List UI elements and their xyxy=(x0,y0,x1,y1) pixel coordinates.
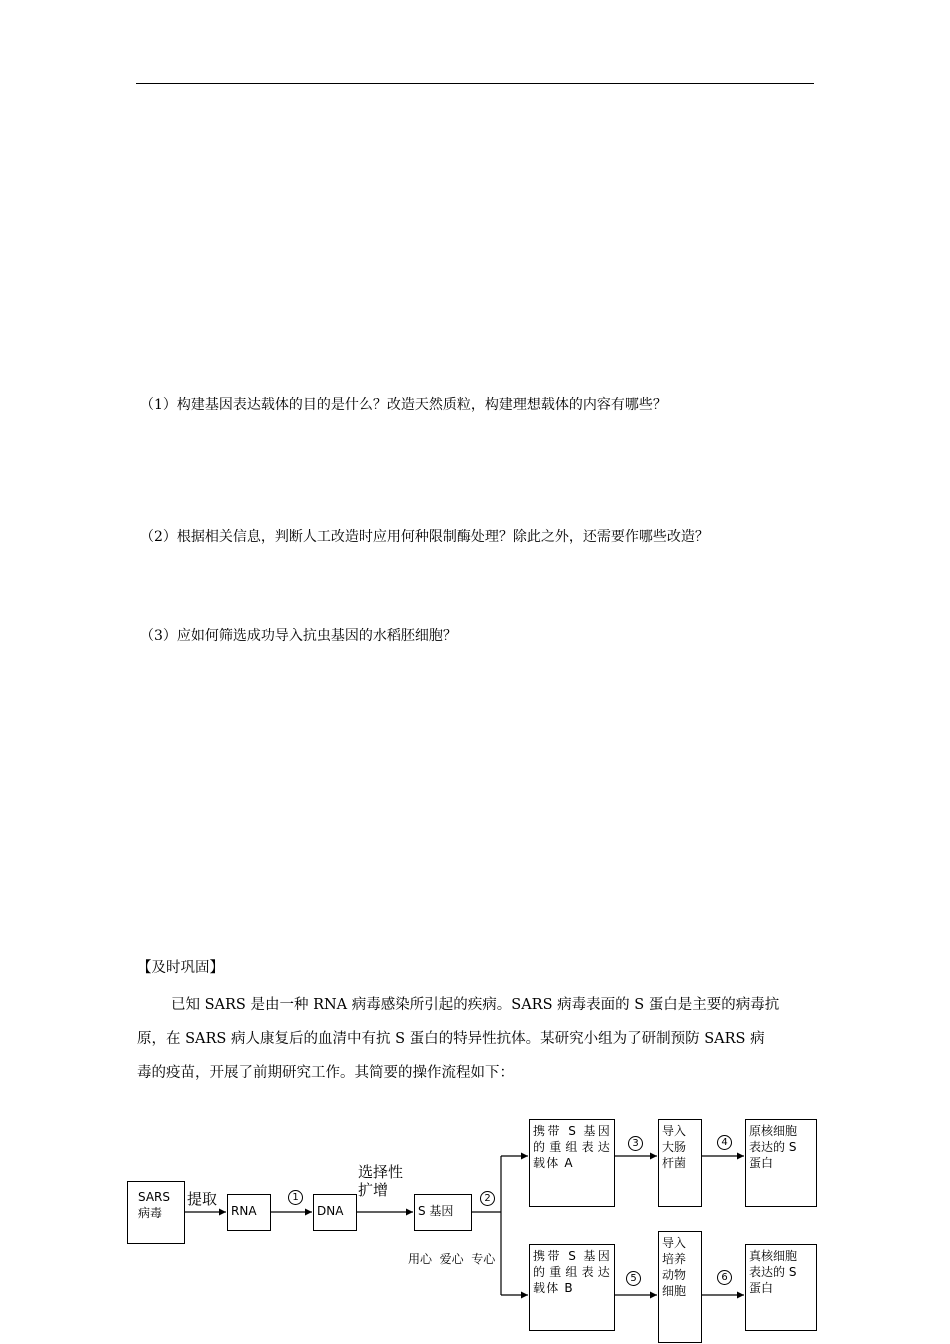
rna-box xyxy=(227,1194,271,1231)
animal-cell-label: 导入 培养 动物 细胞 xyxy=(662,1236,687,1298)
selective-amplify-label: 选择性 扩增 xyxy=(358,1163,404,1199)
extract-label: 提取 xyxy=(187,1190,218,1208)
sars-virus-label: SARS 病毒 xyxy=(138,1190,171,1220)
section-title: 【及时巩固】 xyxy=(137,960,224,976)
ecoli-box xyxy=(658,1119,702,1207)
question-2: （2）根据相关信息，判断人工改造时应用何种限制酶处理？除此之外，还需要作哪些改造？ xyxy=(140,529,709,545)
vector-a-label: 携带 S 基因的重组表达载体 A xyxy=(533,1124,611,1170)
dna-box xyxy=(313,1194,357,1231)
question-3: （3）应如何筛选成功导入抗虫基因的水稻胚细胞？ xyxy=(140,628,457,644)
paragraph-line-1: 已知 SARS 是由一种 RNA 病毒感染所引起的疾病。SARS 病毒表面的 S 蛋白是主要的病毒抗 xyxy=(171,997,780,1013)
sars-virus-box xyxy=(127,1181,185,1244)
footer-watermark: 用心 爱心 专心 xyxy=(408,1252,496,1266)
step-5-marker: 5 xyxy=(626,1271,641,1286)
rna-label: RNA xyxy=(231,1204,257,1218)
eukaryote-protein-label: 真核细胞 表达的 S 蛋白 xyxy=(749,1249,798,1295)
step-2-marker: 2 xyxy=(480,1191,495,1206)
vector-b-label: 携带 S 基因的重组表达载体 B xyxy=(533,1249,611,1295)
step-6-marker: 6 xyxy=(717,1270,732,1285)
prokaryote-protein-box xyxy=(745,1119,817,1207)
step-4-marker: 4 xyxy=(717,1135,732,1150)
prokaryote-protein-label: 原核细胞 表达的 S 蛋白 xyxy=(749,1124,798,1170)
paragraph-line-3: 毒的疫苗，开展了前期研究工作。其简要的操作流程如下： xyxy=(137,1065,514,1081)
question-1: （1）构建基因表达载体的目的是什么？改造天然质粒，构建理想载体的内容有哪些？ xyxy=(140,397,667,413)
animal-cell-box xyxy=(658,1231,702,1343)
eukaryote-protein-box xyxy=(745,1244,817,1331)
ecoli-label: 导入 大肠 杆菌 xyxy=(662,1124,687,1170)
s-gene-label: S 基因 xyxy=(418,1204,454,1218)
vector-a-box xyxy=(529,1119,615,1207)
paragraph-line-2: 原，在 SARS 病人康复后的血清中有抗 S 蛋白的特异性抗体。某研究小组为了研制预防 SARS 病 xyxy=(137,1031,765,1047)
vector-b-box xyxy=(529,1244,615,1331)
dna-label: DNA xyxy=(317,1204,344,1218)
s-gene-box xyxy=(414,1194,472,1231)
step-3-marker: 3 xyxy=(628,1136,643,1151)
step-1-marker: 1 xyxy=(288,1190,303,1205)
